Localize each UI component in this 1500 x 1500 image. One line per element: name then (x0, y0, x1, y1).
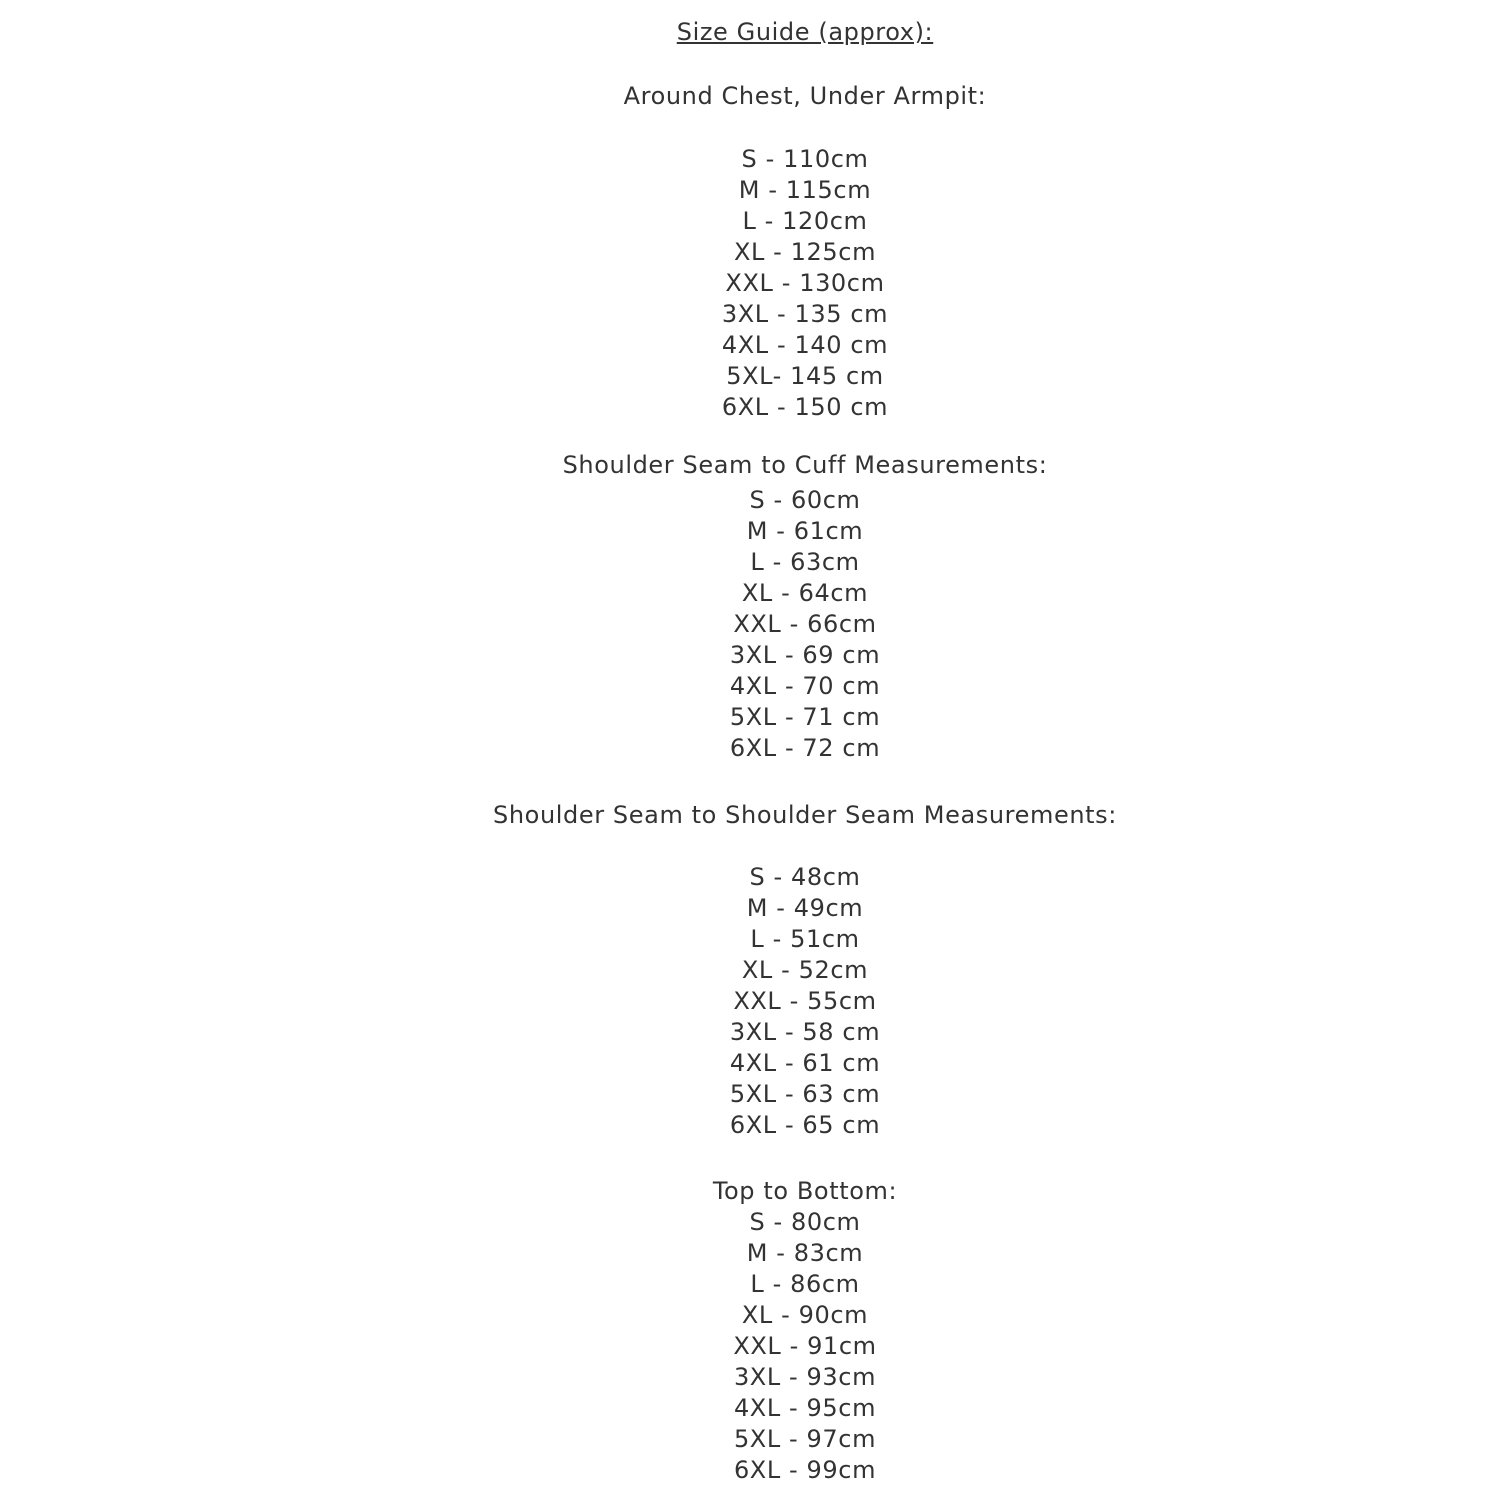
size-row: 6XL - 150 cm (721, 393, 889, 421)
size-list (110, 862, 1500, 1141)
size-list (110, 1207, 1500, 1486)
size-row: M - 83cm (746, 1239, 864, 1267)
size-section (110, 800, 1500, 1141)
size-row: XXL - 55cm (733, 987, 877, 1015)
size-row: L - 86cm (750, 1270, 860, 1298)
size-row: XL - 90cm (741, 1301, 869, 1329)
size-row: 4XL - 140 cm (721, 331, 889, 359)
size-row: M - 61cm (746, 517, 864, 545)
size-list (110, 485, 1500, 764)
size-row: 6XL - 72 cm (729, 734, 881, 762)
size-row: S - 80cm (749, 1208, 861, 1236)
size-section (110, 81, 1500, 423)
size-row: 3XL - 135 cm (721, 300, 889, 328)
size-row: XL - 52cm (741, 956, 869, 984)
size-row: 3XL - 93cm (733, 1363, 877, 1391)
size-row: XXL - 66cm (733, 610, 877, 638)
size-row: 3XL - 69 cm (729, 641, 881, 669)
size-row: XL - 125cm (733, 238, 877, 266)
size-row: 3XL - 58 cm (729, 1018, 881, 1046)
size-row: 4XL - 61 cm (729, 1049, 881, 1077)
size-section (110, 450, 1500, 764)
size-row: S - 60cm (749, 486, 861, 514)
size-row: 5XL - 63 cm (729, 1080, 881, 1108)
size-row: M - 49cm (746, 894, 864, 922)
size-section (110, 1176, 1500, 1486)
page-title-text: Size Guide (approx): (676, 18, 934, 46)
size-row: 4XL - 95cm (733, 1394, 877, 1422)
size-row: L - 63cm (750, 548, 860, 576)
size-list (110, 144, 1500, 423)
page-title (110, 17, 1500, 48)
size-row: S - 110cm (741, 145, 869, 173)
size-row: 6XL - 99cm (733, 1456, 877, 1484)
section-heading: Shoulder Seam to Shoulder Seam Measurements: (493, 801, 1117, 829)
size-row: L - 51cm (750, 925, 860, 953)
section-heading: Around Chest, Under Armpit: (623, 82, 987, 110)
size-row: 5XL - 71 cm (729, 703, 881, 731)
size-row: 5XL- 145 cm (726, 362, 884, 390)
size-row: M - 115cm (738, 176, 872, 204)
size-row: S - 48cm (749, 863, 861, 891)
size-row: 4XL - 70 cm (729, 672, 881, 700)
size-row: L - 120cm (742, 207, 868, 235)
size-row: XL - 64cm (741, 579, 869, 607)
size-row: XXL - 91cm (733, 1332, 877, 1360)
size-guide-sections (110, 81, 1500, 1486)
size-row: XXL - 130cm (725, 269, 885, 297)
section-heading: Shoulder Seam to Cuff Measurements: (562, 451, 1048, 479)
size-row: 5XL - 97cm (733, 1425, 877, 1453)
size-row: 6XL - 65 cm (729, 1111, 881, 1139)
section-heading: Top to Bottom: (712, 1177, 898, 1205)
